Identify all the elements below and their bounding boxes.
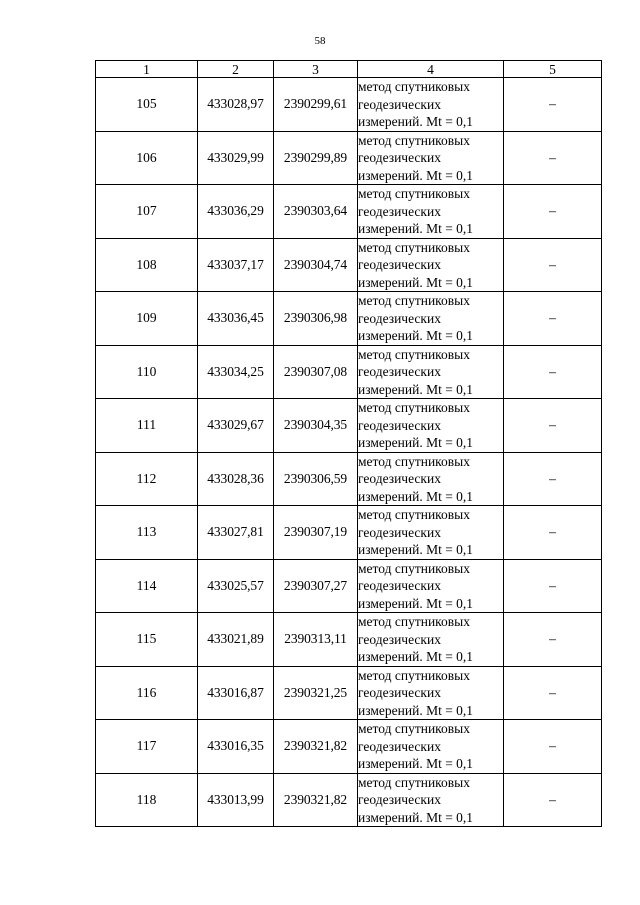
note-cell: –: [504, 613, 602, 667]
table-row: [96, 292, 602, 346]
header-row: [96, 61, 602, 78]
note-cell: –: [504, 345, 602, 399]
table-row: [96, 78, 602, 132]
method-cell: [358, 292, 504, 346]
coord-x-cell: 433021,89: [198, 613, 274, 667]
coord-x-cell: 433016,35: [198, 720, 274, 774]
method-line: метод спутниковых: [358, 721, 470, 736]
method-line: измерений. Mt = 0,1: [358, 809, 474, 825]
method-cell: [358, 131, 504, 185]
coord-x-cell: 433029,67: [198, 399, 274, 453]
note-cell: –: [504, 78, 602, 132]
method-line: геодезических: [358, 524, 441, 540]
method-line: геодезических: [358, 417, 441, 433]
method-line: геодезических: [358, 578, 441, 593]
point-number-cell: 108: [96, 238, 198, 292]
method-line: геодезических: [358, 685, 441, 700]
header-col-3: 3: [274, 61, 358, 78]
method-line: измерений. Mt = 0,1: [358, 542, 474, 557]
coord-x-cell: 433028,97: [198, 78, 274, 132]
method-line: геодезических: [358, 150, 441, 165]
method-line: метод спутниковых: [358, 560, 470, 576]
table-row: [96, 666, 602, 720]
point-number-cell: 105: [96, 78, 198, 132]
coord-x-cell: 433013,99: [198, 773, 274, 827]
table-row: [96, 131, 602, 185]
method-cell: [358, 238, 504, 292]
method-line: геодезических: [358, 203, 441, 219]
coord-y-cell: 2390306,59: [274, 452, 358, 506]
coord-y-cell: 2390304,74: [274, 238, 358, 292]
point-number-cell: 110: [96, 345, 198, 399]
point-number-cell: 115: [96, 613, 198, 667]
coord-y-cell: 2390321,82: [274, 720, 358, 774]
method-line: метод спутниковых: [358, 667, 470, 683]
note-cell: –: [504, 238, 602, 292]
method-line: измерений. Mt = 0,1: [358, 649, 474, 664]
coord-x-cell: 433036,45: [198, 292, 274, 346]
point-number-cell: 107: [96, 185, 198, 239]
table-row: [96, 506, 602, 560]
method-line: геодезических: [358, 96, 441, 112]
method-line: измерений. Mt = 0,1: [358, 435, 474, 450]
method-line: измерений. Mt = 0,1: [358, 167, 474, 183]
method-line: геодезических: [358, 738, 441, 754]
method-cell: [358, 773, 504, 827]
method-line: измерений. Mt = 0,1: [358, 702, 474, 718]
table-row: [96, 399, 602, 453]
note-cell: –: [504, 773, 602, 827]
table-body: [96, 78, 602, 827]
table-row: [96, 559, 602, 613]
coord-y-cell: 2390313,11: [274, 613, 358, 667]
table-header: [96, 61, 602, 78]
coord-y-cell: 2390307,19: [274, 506, 358, 560]
point-number-cell: 117: [96, 720, 198, 774]
coord-x-cell: 433027,81: [198, 506, 274, 560]
coord-x-cell: 433025,57: [198, 559, 274, 613]
note-cell: –: [504, 185, 602, 239]
method-line: измерений. Mt = 0,1: [358, 595, 474, 611]
coord-x-cell: 433034,25: [198, 345, 274, 399]
method-line: метод спутниковых: [358, 239, 470, 255]
point-number-cell: 111: [96, 399, 198, 453]
method-cell: [358, 345, 504, 399]
method-line: метод спутниковых: [358, 132, 470, 148]
method-line: геодезических: [358, 257, 441, 272]
note-cell: –: [504, 399, 602, 453]
header-col-5: 5: [504, 61, 602, 78]
point-number-cell: 109: [96, 292, 198, 346]
note-cell: –: [504, 720, 602, 774]
coord-y-cell: 2390304,35: [274, 399, 358, 453]
method-line: геодезических: [358, 792, 441, 807]
header-col-1: 1: [96, 61, 198, 78]
method-cell: [358, 78, 504, 132]
method-line: измерений. Mt = 0,1: [358, 381, 474, 397]
note-cell: –: [504, 292, 602, 346]
method-line: измерений. Mt = 0,1: [358, 488, 474, 504]
method-line: геодезических: [358, 364, 441, 379]
note-cell: –: [504, 131, 602, 185]
method-cell: [358, 720, 504, 774]
point-number-cell: 118: [96, 773, 198, 827]
coord-y-cell: 2390299,61: [274, 78, 358, 132]
method-cell: [358, 613, 504, 667]
note-cell: –: [504, 559, 602, 613]
note-cell: –: [504, 666, 602, 720]
table-row: [96, 720, 602, 774]
method-line: измерений. Mt = 0,1: [358, 274, 474, 290]
table-row: [96, 238, 602, 292]
coordinates-table: [95, 60, 602, 827]
coord-y-cell: 2390307,08: [274, 345, 358, 399]
coord-y-cell: 2390307,27: [274, 559, 358, 613]
method-line: метод спутниковых: [358, 453, 470, 469]
note-cell: –: [504, 452, 602, 506]
method-line: измерений. Mt = 0,1: [358, 756, 474, 771]
method-cell: [358, 185, 504, 239]
table-row: [96, 452, 602, 506]
table-row: [96, 185, 602, 239]
method-cell: [358, 666, 504, 720]
method-cell: [358, 452, 504, 506]
coord-y-cell: 2390299,89: [274, 131, 358, 185]
method-line: метод спутниковых: [358, 79, 470, 94]
coord-x-cell: 433028,36: [198, 452, 274, 506]
point-number-cell: 116: [96, 666, 198, 720]
method-line: метод спутниковых: [358, 400, 470, 415]
point-number-cell: 113: [96, 506, 198, 560]
table-row: [96, 773, 602, 827]
method-line: геодезических: [358, 631, 441, 647]
method-line: метод спутниковых: [358, 614, 470, 629]
method-line: измерений. Mt = 0,1: [358, 114, 474, 129]
coord-x-cell: 433036,29: [198, 185, 274, 239]
method-line: измерений. Mt = 0,1: [358, 221, 474, 236]
method-line: метод спутниковых: [358, 507, 470, 522]
point-number-cell: 106: [96, 131, 198, 185]
point-number-cell: 114: [96, 559, 198, 613]
method-line: метод спутниковых: [358, 774, 470, 790]
method-line: метод спутниковых: [358, 293, 470, 308]
coord-x-cell: 433037,17: [198, 238, 274, 292]
coord-y-cell: 2390303,64: [274, 185, 358, 239]
method-line: измерений. Mt = 0,1: [358, 328, 474, 343]
table-row: [96, 613, 602, 667]
note-cell: –: [504, 506, 602, 560]
point-number-cell: 112: [96, 452, 198, 506]
header-col-4: 4: [358, 61, 504, 78]
coord-y-cell: 2390321,25: [274, 666, 358, 720]
method-line: геодезических: [358, 310, 441, 326]
method-cell: [358, 559, 504, 613]
page-number: 58: [314, 35, 326, 47]
method-cell: [358, 399, 504, 453]
coord-y-cell: 2390321,82: [274, 773, 358, 827]
coord-x-cell: 433029,99: [198, 131, 274, 185]
method-line: геодезических: [358, 471, 441, 486]
coord-y-cell: 2390306,98: [274, 292, 358, 346]
method-line: метод спутниковых: [358, 186, 470, 201]
header-col-2: 2: [198, 61, 274, 78]
method-cell: [358, 506, 504, 560]
coord-x-cell: 433016,87: [198, 666, 274, 720]
table-row: [96, 345, 602, 399]
method-line: метод спутниковых: [358, 346, 470, 362]
